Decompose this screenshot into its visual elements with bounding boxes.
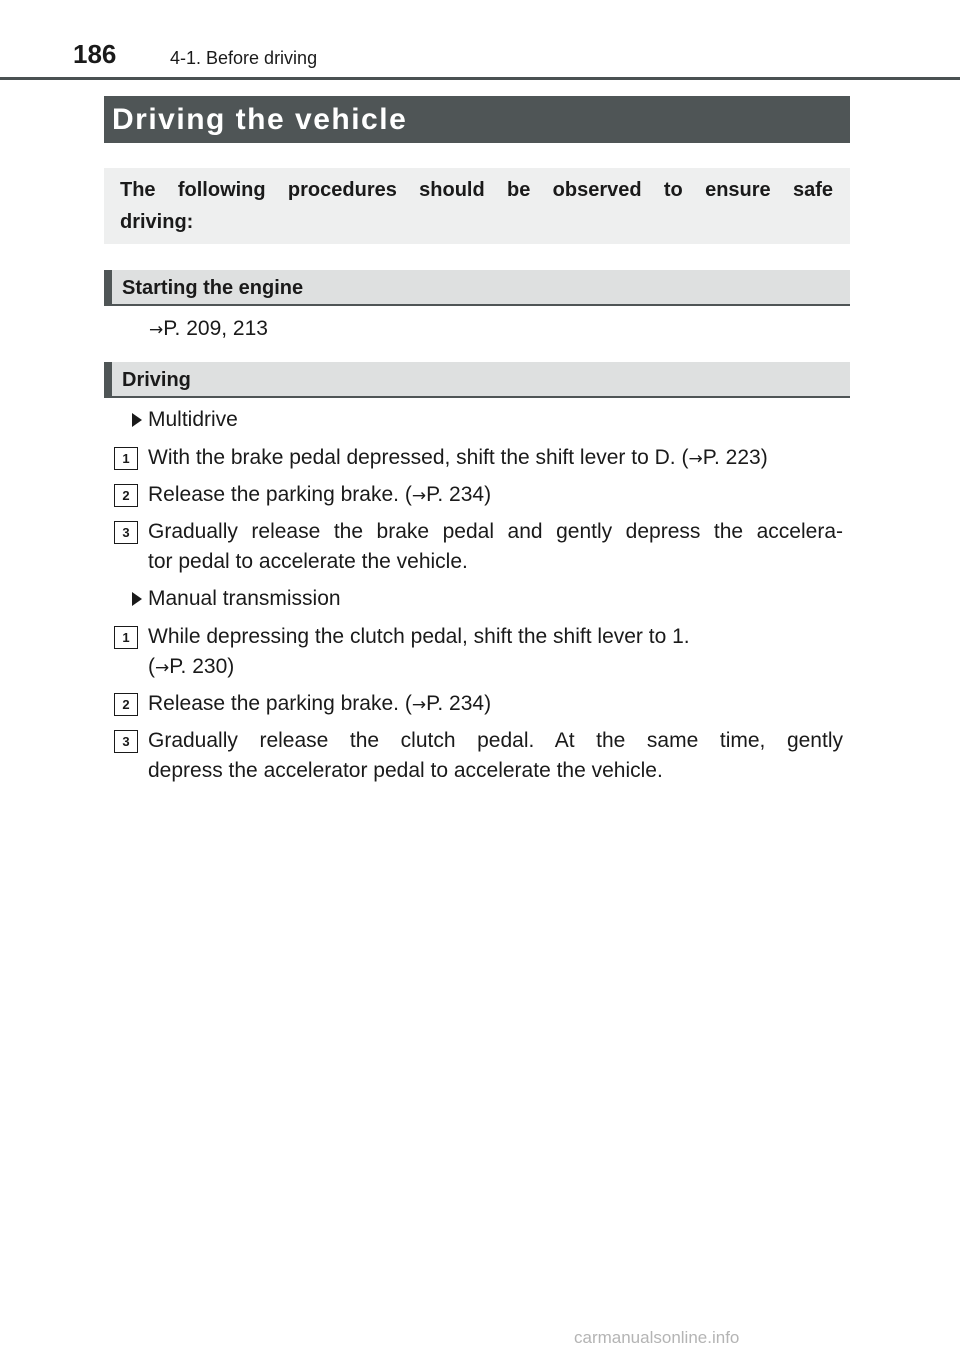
intro-box (104, 168, 850, 244)
right-arrow-icon: → (149, 320, 164, 340)
multidrive-step-3-line-1: Gradually release the brake pedal and gently depress the accelera- (148, 520, 843, 543)
step-number-box: 2 (114, 693, 138, 716)
header-rule (0, 77, 960, 80)
subheading-accent-bar (104, 362, 112, 398)
step-number-box: 2 (114, 484, 138, 507)
subheading-label: Starting the engine (122, 277, 304, 299)
right-arrow-icon: → (411, 486, 427, 506)
subheading-starting-engine (104, 270, 850, 306)
intro-line-2: driving: (120, 211, 194, 233)
page-number: 186 (73, 39, 117, 69)
multidrive-label: Multidrive (148, 408, 238, 431)
right-arrow-icon: → (688, 449, 703, 469)
right-arrow-icon: → (155, 658, 170, 678)
manual-step-3-line-1: Gradually release the clutch pedal. At the same time, gently (148, 729, 843, 752)
manual-transmission-label: Manual transmission (148, 587, 341, 610)
step-number-box: 1 (114, 626, 138, 649)
subheading-accent-bar (104, 270, 112, 306)
triangle-bullet-icon (132, 592, 142, 606)
manual-step-3-line-2: depress the accelerator pedal to accelerate the vehicle. (148, 759, 663, 782)
reference-text: P. 209, 213 (163, 317, 268, 340)
section-title-bar (104, 96, 850, 143)
section-title: Driving the vehicle (112, 103, 408, 136)
intro-text (120, 174, 833, 238)
multidrive-step-2: Release the parking brake. (→P. 234) (148, 483, 492, 506)
engine-page-reference (149, 314, 268, 345)
manual-step-1-line-1: While depressing the clutch pedal, shift the shift lever to 1. (148, 625, 690, 648)
intro-line-1: The following procedures should be observed to ensure safe (120, 179, 833, 201)
right-arrow-icon: → (411, 695, 427, 715)
subheading-driving (104, 362, 850, 398)
triangle-bullet-icon (132, 413, 142, 427)
manual-step-1-line-2: (→P. 230) (148, 655, 235, 678)
step-number-box: 1 (114, 447, 138, 470)
multidrive-step-1: With the brake pedal depressed, shift the shift lever to D. (→P. 223) (148, 446, 768, 469)
step-number-box: 3 (114, 730, 138, 753)
watermark: carmanualsonline.info (574, 1328, 740, 1347)
running-head: 4-1. Before driving (170, 48, 318, 68)
multidrive-step-3-line-2: tor pedal to accelerate the vehicle. (148, 550, 468, 573)
step-number-box: 3 (114, 521, 138, 544)
manual-step-2: Release the parking brake. (→P. 234) (148, 692, 492, 715)
subheading-label: Driving (122, 369, 191, 391)
